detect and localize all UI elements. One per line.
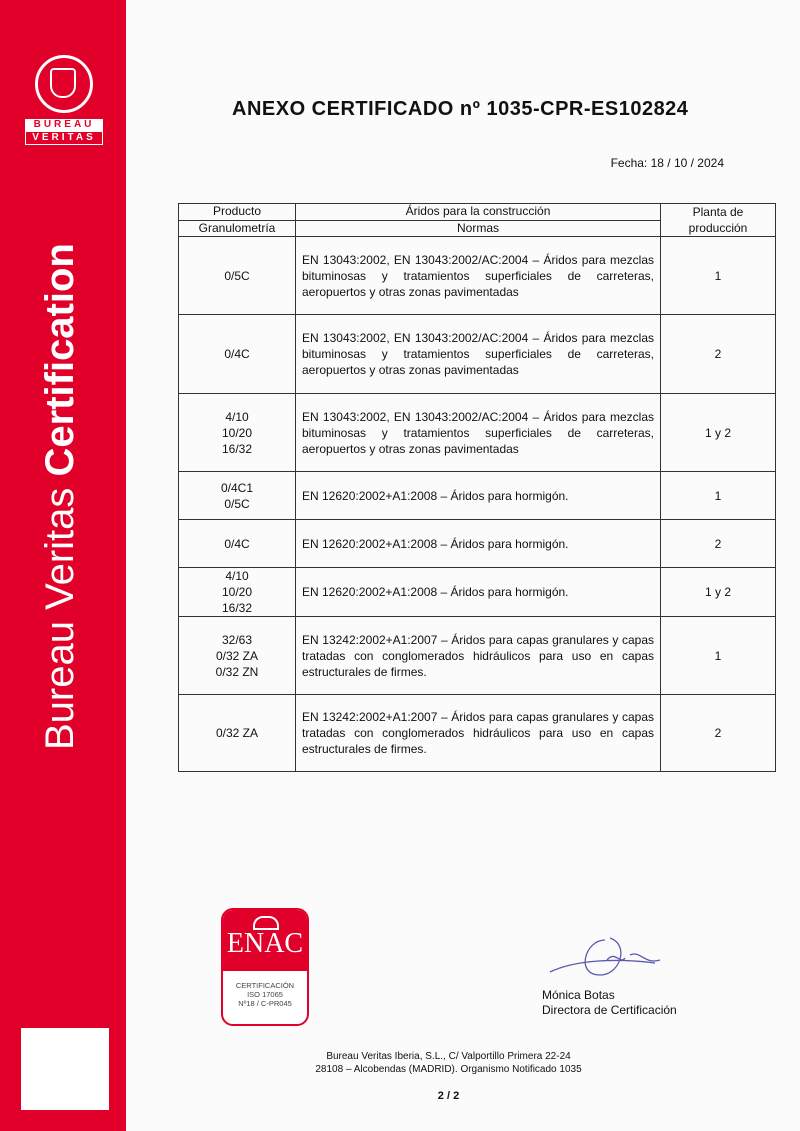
granulometria-cell: 4/10 10/20 16/32 [179, 568, 296, 617]
brand-sidebar [0, 0, 126, 1131]
document-date: Fecha: 18 / 10 / 2024 [610, 156, 724, 170]
granulometria-cell: 0/32 ZA [179, 695, 296, 772]
planta-cell: 2 [661, 695, 776, 772]
signer-name: Mónica Botas [542, 988, 615, 1002]
logo-text-bureau: BUREAU [25, 119, 103, 131]
footer-address [0, 1050, 800, 1076]
logo-text-veritas: VERITAS [25, 131, 103, 145]
header-granulometria: Granulometría [179, 220, 296, 237]
table-row [179, 315, 776, 394]
sidebar-text-light: Bureau Veritas [38, 476, 82, 750]
planta-cell: 1 [661, 237, 776, 315]
norma-cell: EN 12620:2002+A1:2008 – Áridos para hormigón. [296, 568, 661, 617]
granulometria-cell: 32/63 0/32 ZA 0/32 ZN [179, 617, 296, 695]
planta-cell: 1 [661, 472, 776, 520]
norma-cell: EN 13043:2002, EN 13043:2002/AC:2004 – Áridos para mezclas bituminosas y tratamientos superficiales de carreteras, aeropuertos y otras zonas pavimentadas [296, 315, 661, 394]
sidebar-vertical-text [38, 243, 83, 750]
granulometria-cell: 0/5C [179, 237, 296, 315]
header-planta: Planta de producción [661, 204, 776, 237]
footer-line2: 28108 – Alcobendas (MADRID). Organismo Notificado 1035 [315, 1064, 582, 1075]
crown-icon [253, 916, 279, 930]
table-row [179, 394, 776, 472]
norma-cell: EN 12620:2002+A1:2008 – Áridos para hormigón. [296, 520, 661, 568]
enac-line3: Nº18 / C-PR045 [238, 999, 292, 1008]
bureau-veritas-logo [25, 55, 103, 145]
enac-line1: CERTIFICACIÓN [235, 981, 295, 990]
norma-cell: EN 13242:2002+A1:2007 – Áridos para capas granulares y capas tratadas con conglomerados hidráulicos para uso en capas estructurales de firmes. [296, 617, 661, 695]
header-normas: Normas [296, 220, 661, 237]
planta-cell: 1 y 2 [661, 568, 776, 617]
granulometria-cell: 0/4C [179, 315, 296, 394]
norma-cell: EN 13242:2002+A1:2007 – Áridos para capas granulares y capas tratadas con conglomerados hidráulicos para uso en capas estructurales de firmes. [296, 695, 661, 772]
signer-role: Directora de Certificación [542, 1003, 677, 1017]
products-table [178, 203, 776, 772]
enac-logo [221, 908, 309, 1026]
enac-line2: ISO 17065 [247, 990, 283, 999]
header-producto: Producto [179, 204, 296, 221]
norma-cell: EN 13043:2002, EN 13043:2002/AC:2004 – Áridos para mezclas bituminosas y tratamientos superficiales de carreteras, aeropuertos y otras zonas pavimentadas [296, 394, 661, 472]
granulometria-cell: 4/10 10/20 16/32 [179, 394, 296, 472]
planta-cell: 2 [661, 520, 776, 568]
seal-icon [35, 55, 93, 113]
footer-line1: Bureau Veritas Iberia, S.L., C/ Valportillo Primera 22-24 [326, 1051, 571, 1062]
signature-image [545, 930, 665, 985]
table-row [179, 617, 776, 695]
table-row [179, 237, 776, 315]
page-title: ANEXO CERTIFICADO nº 1035-CPR-ES102824 [232, 98, 689, 120]
table-row [179, 472, 776, 520]
granulometria-cell: 0/4C1 0/5C [179, 472, 296, 520]
planta-cell: 2 [661, 315, 776, 394]
table-row [179, 520, 776, 568]
norma-cell: EN 13043:2002, EN 13043:2002/AC:2004 – Áridos para mezclas bituminosas y tratamientos superficiales de carreteras, aeropuertos y otras zonas pavimentadas [296, 237, 661, 315]
norma-cell: EN 12620:2002+A1:2008 – Áridos para hormigón. [296, 472, 661, 520]
granulometria-cell: 0/4C [179, 520, 296, 568]
page-number: 2 / 2 [437, 1090, 460, 1102]
table-row [179, 568, 776, 617]
header-aridos: Áridos para la construcción [296, 204, 661, 221]
planta-cell: 1 y 2 [661, 394, 776, 472]
enac-wordmark: ENAC [223, 910, 307, 971]
sidebar-text-bold: Certification [38, 243, 82, 477]
planta-cell: 1 [661, 617, 776, 695]
table-row [179, 695, 776, 772]
